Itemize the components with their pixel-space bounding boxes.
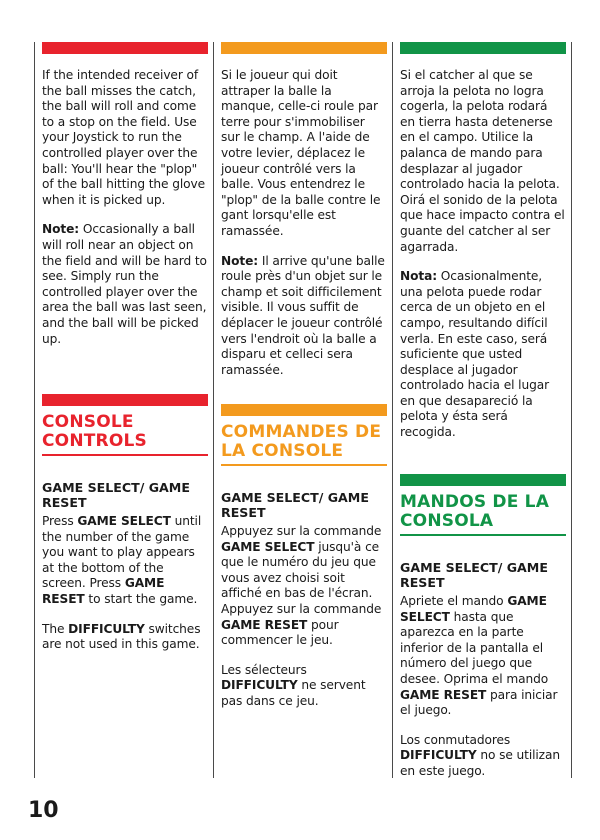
english-p3-text-c: switches are not used in this game. <box>42 621 201 652</box>
english-subheading: GAME SELECT/ GAME RESET <box>42 480 190 510</box>
english-note-paragraph <box>42 222 208 347</box>
column-rule-right <box>571 42 572 778</box>
french-p2-text-d: pour commencer le jeu. <box>221 617 339 648</box>
french-select-paragraph <box>221 524 387 649</box>
spanish-game-reset-term: GAME RESET <box>400 687 487 702</box>
french-subheading: GAME SELECT/ GAME RESET <box>221 490 369 520</box>
french-heading-rule <box>221 464 387 466</box>
column-rule-2 <box>392 42 393 778</box>
spanish-note-label: Nota: <box>400 269 437 284</box>
spanish-p3-text-a: Los conmutadores <box>400 732 511 747</box>
french-p3-text-a: Les sélecteurs <box>221 662 307 677</box>
french-note-label: Note: <box>221 253 259 268</box>
french-console-section <box>221 404 387 724</box>
french-section-heading: COMMANDES DE LA CONSOLE <box>221 422 382 461</box>
spanish-difficulty-paragraph <box>400 733 566 780</box>
english-intro-paragraph: If the intended receiver of the ball misses the catch, the ball will roll and come to a stop on the field. Use your Joystick to run the controlled player over the ball: You'll hear the "plop" of the ball hitting the glove when it is picked up. <box>42 68 206 207</box>
french-color-bar <box>221 42 387 54</box>
spanish-section-heading: MANDOS DE LA CONSOLA <box>400 492 550 531</box>
english-p3-text-a: The <box>42 621 69 636</box>
french-game-reset-term: GAME RESET <box>221 617 308 632</box>
english-note-label: Note: <box>42 222 80 237</box>
french-intro-paragraph: Si le joueur qui doit attraper la balle la manque, celle-ci roule par terre pour s'immobiliser sur le champ. A l'aide de votre levier, déplacez le joueur contrôlé vers la balle. Vous entendrez le "plop" de la balle contre le gant lorsqu'elle est ramassée. <box>221 68 381 238</box>
french-note-text: Il arrive qu'une balle roule près d'un objet sur le champ et soit difficilement visible. Il vous suffit de déplacer le joueur contrôlé vers l'endroit où la balle a disparu et celleci sera ramassée. <box>221 253 385 377</box>
spanish-game-select-term: GAME SELECT <box>400 594 547 624</box>
english-color-bar <box>42 42 208 54</box>
page-number: 10 <box>28 798 59 823</box>
spanish-p2-text-c: hasta que aparezca en la parte inferior de la pantalla el número del juego que desee. Oprima el mando <box>400 609 549 686</box>
french-difficulty-term: DIFFICULTY <box>221 678 298 693</box>
french-note-paragraph <box>221 254 387 379</box>
french-p2-text-c: jusqu'à ce que le numéro du jeu que vous avez choisi soit affiché en bas de l'écran. Appuyez sur la commande <box>221 539 382 616</box>
spanish-heading-rule <box>400 534 566 536</box>
spanish-difficulty-term: DIFFICULTY <box>400 748 477 763</box>
english-p2-text-a: Press <box>42 514 78 528</box>
english-p2-text-d: to start the game. <box>84 591 198 606</box>
spanish-note-text: Ocasionalmente, una pelota puede rodar cerca de un objeto en el campo, resultando difícil verla. En este caso, será suficiente que usted desplace al jugador controlado hacia el lugar en que desapareció la pelota y ésta será recogida. <box>400 269 549 440</box>
spanish-p2-text-d: para iniciar el juego. <box>400 687 558 718</box>
spanish-section-bar <box>400 474 566 486</box>
spanish-console-section <box>400 474 566 794</box>
spanish-p3-text-c: no se utilizan en este juego. <box>400 748 560 778</box>
french-game-select-term: GAME SELECT <box>221 539 315 554</box>
english-column <box>42 42 208 778</box>
spanish-column <box>400 42 566 778</box>
english-difficulty-term: DIFFICULTY <box>68 621 145 636</box>
french-section-bar <box>221 404 387 416</box>
spanish-intro-paragraph: Si el catcher al que se arroja la pelota no logra cogerla, la pelota rodará en tierra hasta detenerse en el campo. Utilice la palanca de mando para desplazar al jugador controlado hacia la pelota. Oirá el sonido de la pelota que hace impacto contra el guante del catcher al ser agarrada. <box>400 68 565 254</box>
spanish-note-paragraph <box>400 269 566 441</box>
french-column <box>221 42 387 778</box>
english-difficulty-paragraph <box>42 622 208 653</box>
french-p2-text-a: Appuyez sur la commande <box>221 524 382 538</box>
english-game-reset-term: GAME RESET <box>42 576 165 606</box>
spanish-p2-text-a: Apriete el mando <box>400 594 508 608</box>
spanish-subheading: GAME SELECT/ GAME RESET <box>400 560 548 590</box>
spanish-color-bar <box>400 42 566 54</box>
french-p3-text-c: ne servent pas dans ce jeu. <box>221 678 366 708</box>
column-rule-1 <box>213 42 214 778</box>
english-select-paragraph <box>42 514 208 608</box>
english-p2-text-c: until the number of the game you want to play appears at the bottom of the screen. Press <box>42 514 202 591</box>
english-section-heading: CONSOLE CONTROLS <box>42 412 147 451</box>
english-heading-rule <box>42 454 208 456</box>
english-note-text: Occasionally a ball will roll near an object on the field and will be hard to see. Simply run the controlled player over the area the ball was last seen, and the ball will be picked up. <box>42 222 207 346</box>
english-console-section <box>42 394 208 667</box>
column-rule-left <box>34 42 35 778</box>
french-difficulty-paragraph <box>221 663 387 710</box>
english-section-bar <box>42 394 208 406</box>
spanish-select-paragraph <box>400 594 566 719</box>
english-game-select-term: GAME SELECT <box>77 514 171 528</box>
